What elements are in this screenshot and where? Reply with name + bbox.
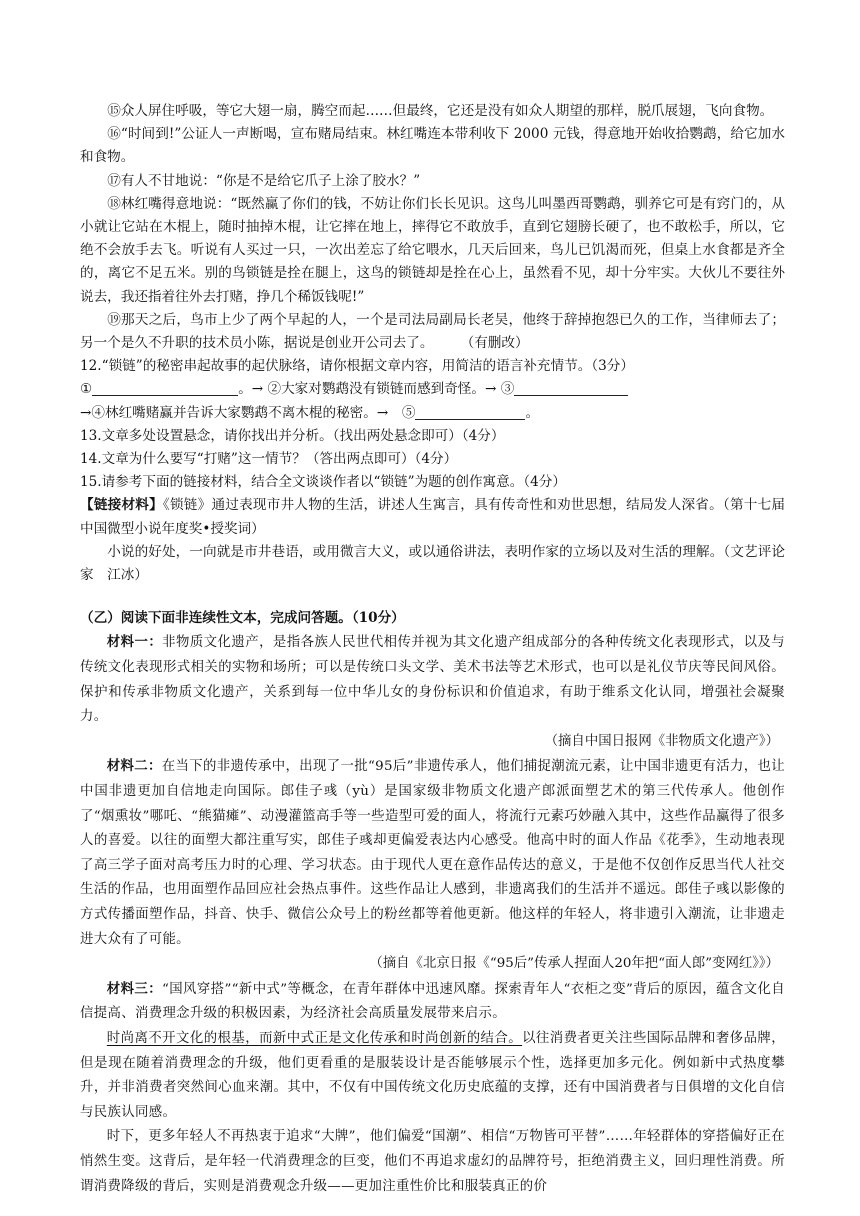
- material-3-label: 材料三：: [106, 980, 162, 997]
- material-3-para-2-text: 以往消费者更关注些国际品牌和奢侈品牌，但是现在随着消费理念的升级，他们更看重的是服装设计是否能够展示个性，选择更加多元化。例如新中式热度攀升，并非消费者突然间心血来潮。其中，不仅有中国传统文化历史底蕴的支撑，还有中国消费者与日俱增的文化自信与民族认同感。: [80, 1030, 786, 1120]
- underlined-sentence: 时尚离不开文化的根基，而新中式正是文化传承和时尚创新的结合。: [106, 1030, 523, 1046]
- question-13: 13.文章多处设置悬念，请你找出并分析。（找出两处悬念即可）（4分）: [80, 427, 505, 444]
- story-paragraph-16: ⑯“时间到!”公证人一声断喝，宣布赌局结束。林红嘴连本带利收下 2000 元钱，得意地开始收拾鹦鹉，给它加水和食物。: [80, 126, 785, 166]
- story-paragraph-17: ⑰有人不甘地说：“你是不是给它爪子上涂了胶水？”: [107, 172, 421, 189]
- story-paragraph-19: [80, 309, 785, 355]
- question-15: 15.请参考下面的链接材料，结合全文谈谈作者以“锁链”为题的创作寓意。（4分）: [80, 474, 566, 491]
- abridged-note: （有删改）: [467, 335, 529, 352]
- link-material-1-text: 《锁链》通过表现市井人物的生活，讲述人生寓言，具有传奇性和劝世思想，结局发人深省。（第十七届中国微型小说年度奖•授奖词）: [80, 497, 786, 537]
- answer-blank-3[interactable]: [514, 381, 628, 396]
- material-1-text: 非物质文化遗产，是指各族人民世代相传并视为其文化遗产组成部分的各种传统文化表现形式，以及与传统文化表现形式相关的实物和场所；可以是传统口头文学、美术书法等艺术形式，也可以是礼仪节庆等民间风俗。保护和传承非物质文化遗产，关系到每一位中华儿女的身份标识和价值追求，有助于维系文化认同，增强社会凝聚力。: [80, 635, 785, 725]
- plot-step-1-label: ①: [80, 381, 93, 398]
- material-2-source: （摘自《北京日报《“95后”传承人捏面人20年把“面人郎”变网红》》）: [369, 956, 779, 972]
- material-3-para-2: [80, 1027, 785, 1125]
- exam-page: [80, 100, 785, 1199]
- section-b: [80, 607, 785, 1199]
- material-2-text: 在当下的非遗传承中，出现了一批“95后”非遗传承人，他们捕捉潮流元素，让中国非遗更有活力，也让中国非遗更加自信地走向国际。郎佳子彧（yù）是国家级非物质文化遗产郎派面塑艺术的第三代传承人。他创作了“烟熏妆”哪吒、“熊猫瘫”、动漫灌篮高手等一些造型可爱的面人，将流行元素巧妙融入其中，这些作品赢得了很多人的喜爱。以往的面塑大都注重写实，郎佳子彧却更偏爱表达内心感受。他高中时的面人作品《花季》，生动地表现了高三学子面对高考压力时的心理、学习状态。由于现代人更在意作品传达的意义，于是他不仅创作反思当代人社交生活的作品，也用面塑作品回应社会热点事件。这些作品让人感到，非遗离我们的生活并不遥远。郎佳子彧以影像的方式传播面塑作品，抖音、快手、微信公众号上的粉丝都等着他更新。他这样的年轻人，将非遗引入潮流，让非遗走进大众有了可能。: [80, 759, 785, 947]
- material-2: [80, 754, 785, 952]
- link-material-heading: 【链接材料】: [80, 497, 163, 514]
- material-1-source: （摘自中国日报网《非物质文化遗产》）: [544, 733, 779, 749]
- plot-steps-4-5: →④林红嘴赌赢并告诉大家鹦鹉不离木棍的秘密。→ ⑤: [80, 404, 416, 421]
- answer-blank-1[interactable]: [92, 381, 238, 396]
- link-material-2: 小说的好处，一向就是市井巷语，或用微言大义，或以通俗讲法，表明作家的立场以及对生活的理解。（文艺评论家 江冰）: [80, 543, 785, 584]
- material-1: [80, 630, 785, 729]
- question-12-plot-line-2: [80, 402, 785, 425]
- story-paragraph-15: ⑮众人屏住呼吸，等它大翅一扇，腾空而起……但最终，它还是没有如众人期望的那样，脱爪展翅，飞向食物。: [107, 103, 774, 119]
- answer-blank-5[interactable]: [415, 405, 525, 420]
- material-3-para-1: [80, 977, 785, 1027]
- material-3-para-1-text: “国风穿搭”“新中式”等概念，在青年群体中迅速风靡。探索青年人“衣柜之变”背后的原因，蕴含文化自信提高、消费理念升级的积极因素，为经济社会高质量发展带来启示。: [80, 981, 785, 1022]
- material-1-label: 材料一：: [106, 634, 163, 651]
- material-3-para-3: 时下，更多年轻人不再热衷于追求“大牌”，他们偏爱“国潮”、相信“万物皆可平替”……年轻群体的穿搭偏好正在悄然生变。这背后，是年轻一代消费理念的巨变，他们不再追求虚幻的品牌符号，拒绝消费主义，回归理性消费。所谓消费降级的背后，实则是消费观念升级——更加注重性价比和服装真正的价: [80, 1129, 785, 1194]
- material-2-label: 材料二：: [106, 758, 162, 775]
- question-14: 14.文章为什么要写“打赌”这一情节？（答出两点即可）（4分）: [80, 451, 458, 468]
- question-12: 12.“锁链”的秘密串起故事的起伏脉络，请你根据文章内容，用简洁的语言补充情节。（3分）: [80, 358, 634, 375]
- story-paragraph-18: ⑱林红嘴得意地说：“既然赢了你们的钱，不妨让你们长长见识。这鸟儿叫墨西哥鹦鹉，驯养它可是有窍门的，从小就让它站在木棍上，随时抽掉木棍，让它摔在地上，摔得它不敢放手，直到它翅膀长硬了，也不敢松手，所以，它绝不会放手去飞。听说有人买过一只，一次出差忘了给它喂水，几天后回来，鸟儿已饥渴而死，但桌上水食都是齐全的，离它不足五米。别的鸟锁链是拴在腿上，这鸟的锁链却是拴在心上，虽然看不见，却十分牢实。大伙儿不要往外说去，我还指着往外去打赌，挣几个稀饭钱呢!”: [80, 195, 785, 305]
- question-12-plot-line-1: [80, 378, 785, 401]
- link-material-1: [80, 494, 785, 540]
- paragraph-19-text: ⑲那天之后，鸟市上少了两个早起的人，一个是司法局副局长老吴，他终于辞掉抱怨已久的工作，当律师去了；另一个是久不升职的技术员小陈，据说是创业开公司去了。: [80, 311, 785, 352]
- plot-end: 。: [525, 404, 540, 421]
- section-b-heading: （乙）阅读下面非连续性文本，完成问答题。（10分）: [80, 610, 405, 627]
- plot-steps-2-3: 。→ ②大家对鹦鹉没有锁链而感到奇怪。→ ③: [238, 381, 515, 398]
